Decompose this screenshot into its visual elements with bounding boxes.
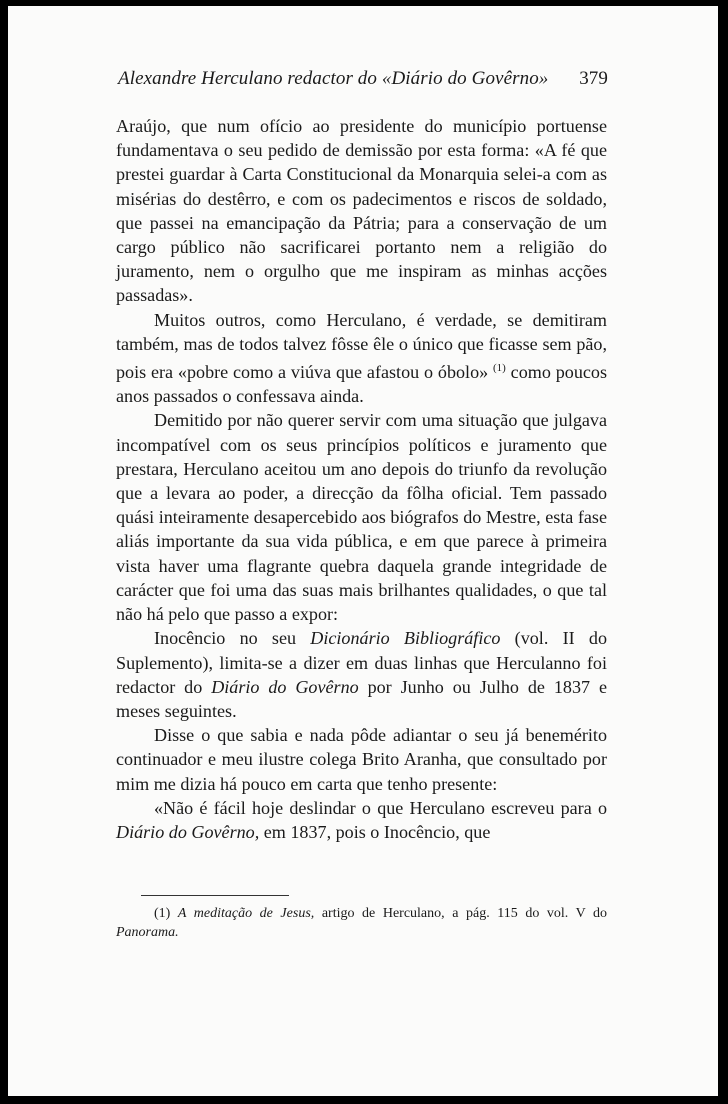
paragraph: [116, 796, 607, 844]
text-run: Demitido por não querer servir com uma situação que julgava incompatível com os seus princípios políticos e juramento que prestara, Herculano aceitou um ano depois do triunfo da revolução que a levara ao poder, a direcção da fôlha oficial. Tem passado quási inteiramente desapercebido aos biógrafos do Mestre, esta fase aliás importante da sua vida pública, e em que parece à primeira vista haver uma flagrante quebra daquela grande integridade de carácter que foi uma das suas mais brilhantes qualidades, o que tal não há pelo que passo a expor:: [116, 410, 607, 625]
book-page: [8, 6, 718, 1096]
italic-text: A meditação de Jesus,: [177, 906, 315, 921]
running-title: Alexandre Herculano redactor do «Diário do Govêrno»: [118, 68, 549, 89]
paragraph: [116, 408, 607, 626]
paragraph: [116, 626, 607, 723]
text-run: artigo de Herculano, a pág. 115 do vol. V do: [314, 906, 608, 921]
footnote-text: [116, 904, 607, 942]
italic-text: Diário do Govêrno: [211, 676, 359, 697]
text-run: (vol. II do Suplemento), limita-se a dizer em duas linhas que Herculanno foi redactor do: [116, 628, 607, 697]
text-run: Disse o que sabia e nada pôde adiantar o seu já benemérito continuador e meu ilustre colega Brito Aranha, que consultado por mim me dizia há pouco em carta que tenho presente:: [116, 725, 607, 794]
text-run: (1): [154, 906, 178, 921]
text-run: por Junho ou Julho de 1837 e meses seguintes.: [116, 676, 607, 721]
footnote-marker: (1): [493, 362, 506, 375]
text-run: Araújo, que num ofício ao presidente do município portuense fundamentava o seu pedido de demissão por esta forma: «A fé que prestei guardar à Carta Constitucional da Monarquia selei-a com as misérias do destêrro, e com os padecimentos e riscos de soldado, que passei na emancipação da Pátria; para a conservação de um cargo público não sacrificarei portanto nem a religião do juramento, nem o orgulho que me inspiram as minhas acções passadas».: [116, 116, 607, 306]
text-run: Inocêncio no seu: [154, 628, 311, 649]
paragraph: [116, 114, 607, 308]
footnote-separator: [141, 895, 289, 896]
body-text: [116, 114, 607, 844]
running-header: [118, 68, 608, 90]
text-run: em 1837, pois o Inocêncio, que: [259, 821, 491, 842]
italic-text: Panorama.: [116, 925, 179, 940]
italic-text: Dicionário Bibliográfico: [310, 628, 501, 649]
paragraph: [116, 308, 607, 409]
text-run: Muitos outros, como Herculano, é verdade, se demitiram também, mas de todos talvez fôsse êle o único que ficasse sem pão, pois era «pobre como a viúva que afastou o óbolo»: [116, 309, 607, 383]
italic-text: Diário do Govêrno,: [116, 821, 260, 842]
paragraph: [116, 723, 607, 796]
text-run: como poucos anos passados o confessava ainda.: [116, 362, 607, 407]
footnote: [116, 904, 607, 942]
page-number: 379: [579, 68, 608, 89]
text-run: «Não é fácil hoje deslindar o que Herculano escreveu para o: [154, 797, 607, 818]
